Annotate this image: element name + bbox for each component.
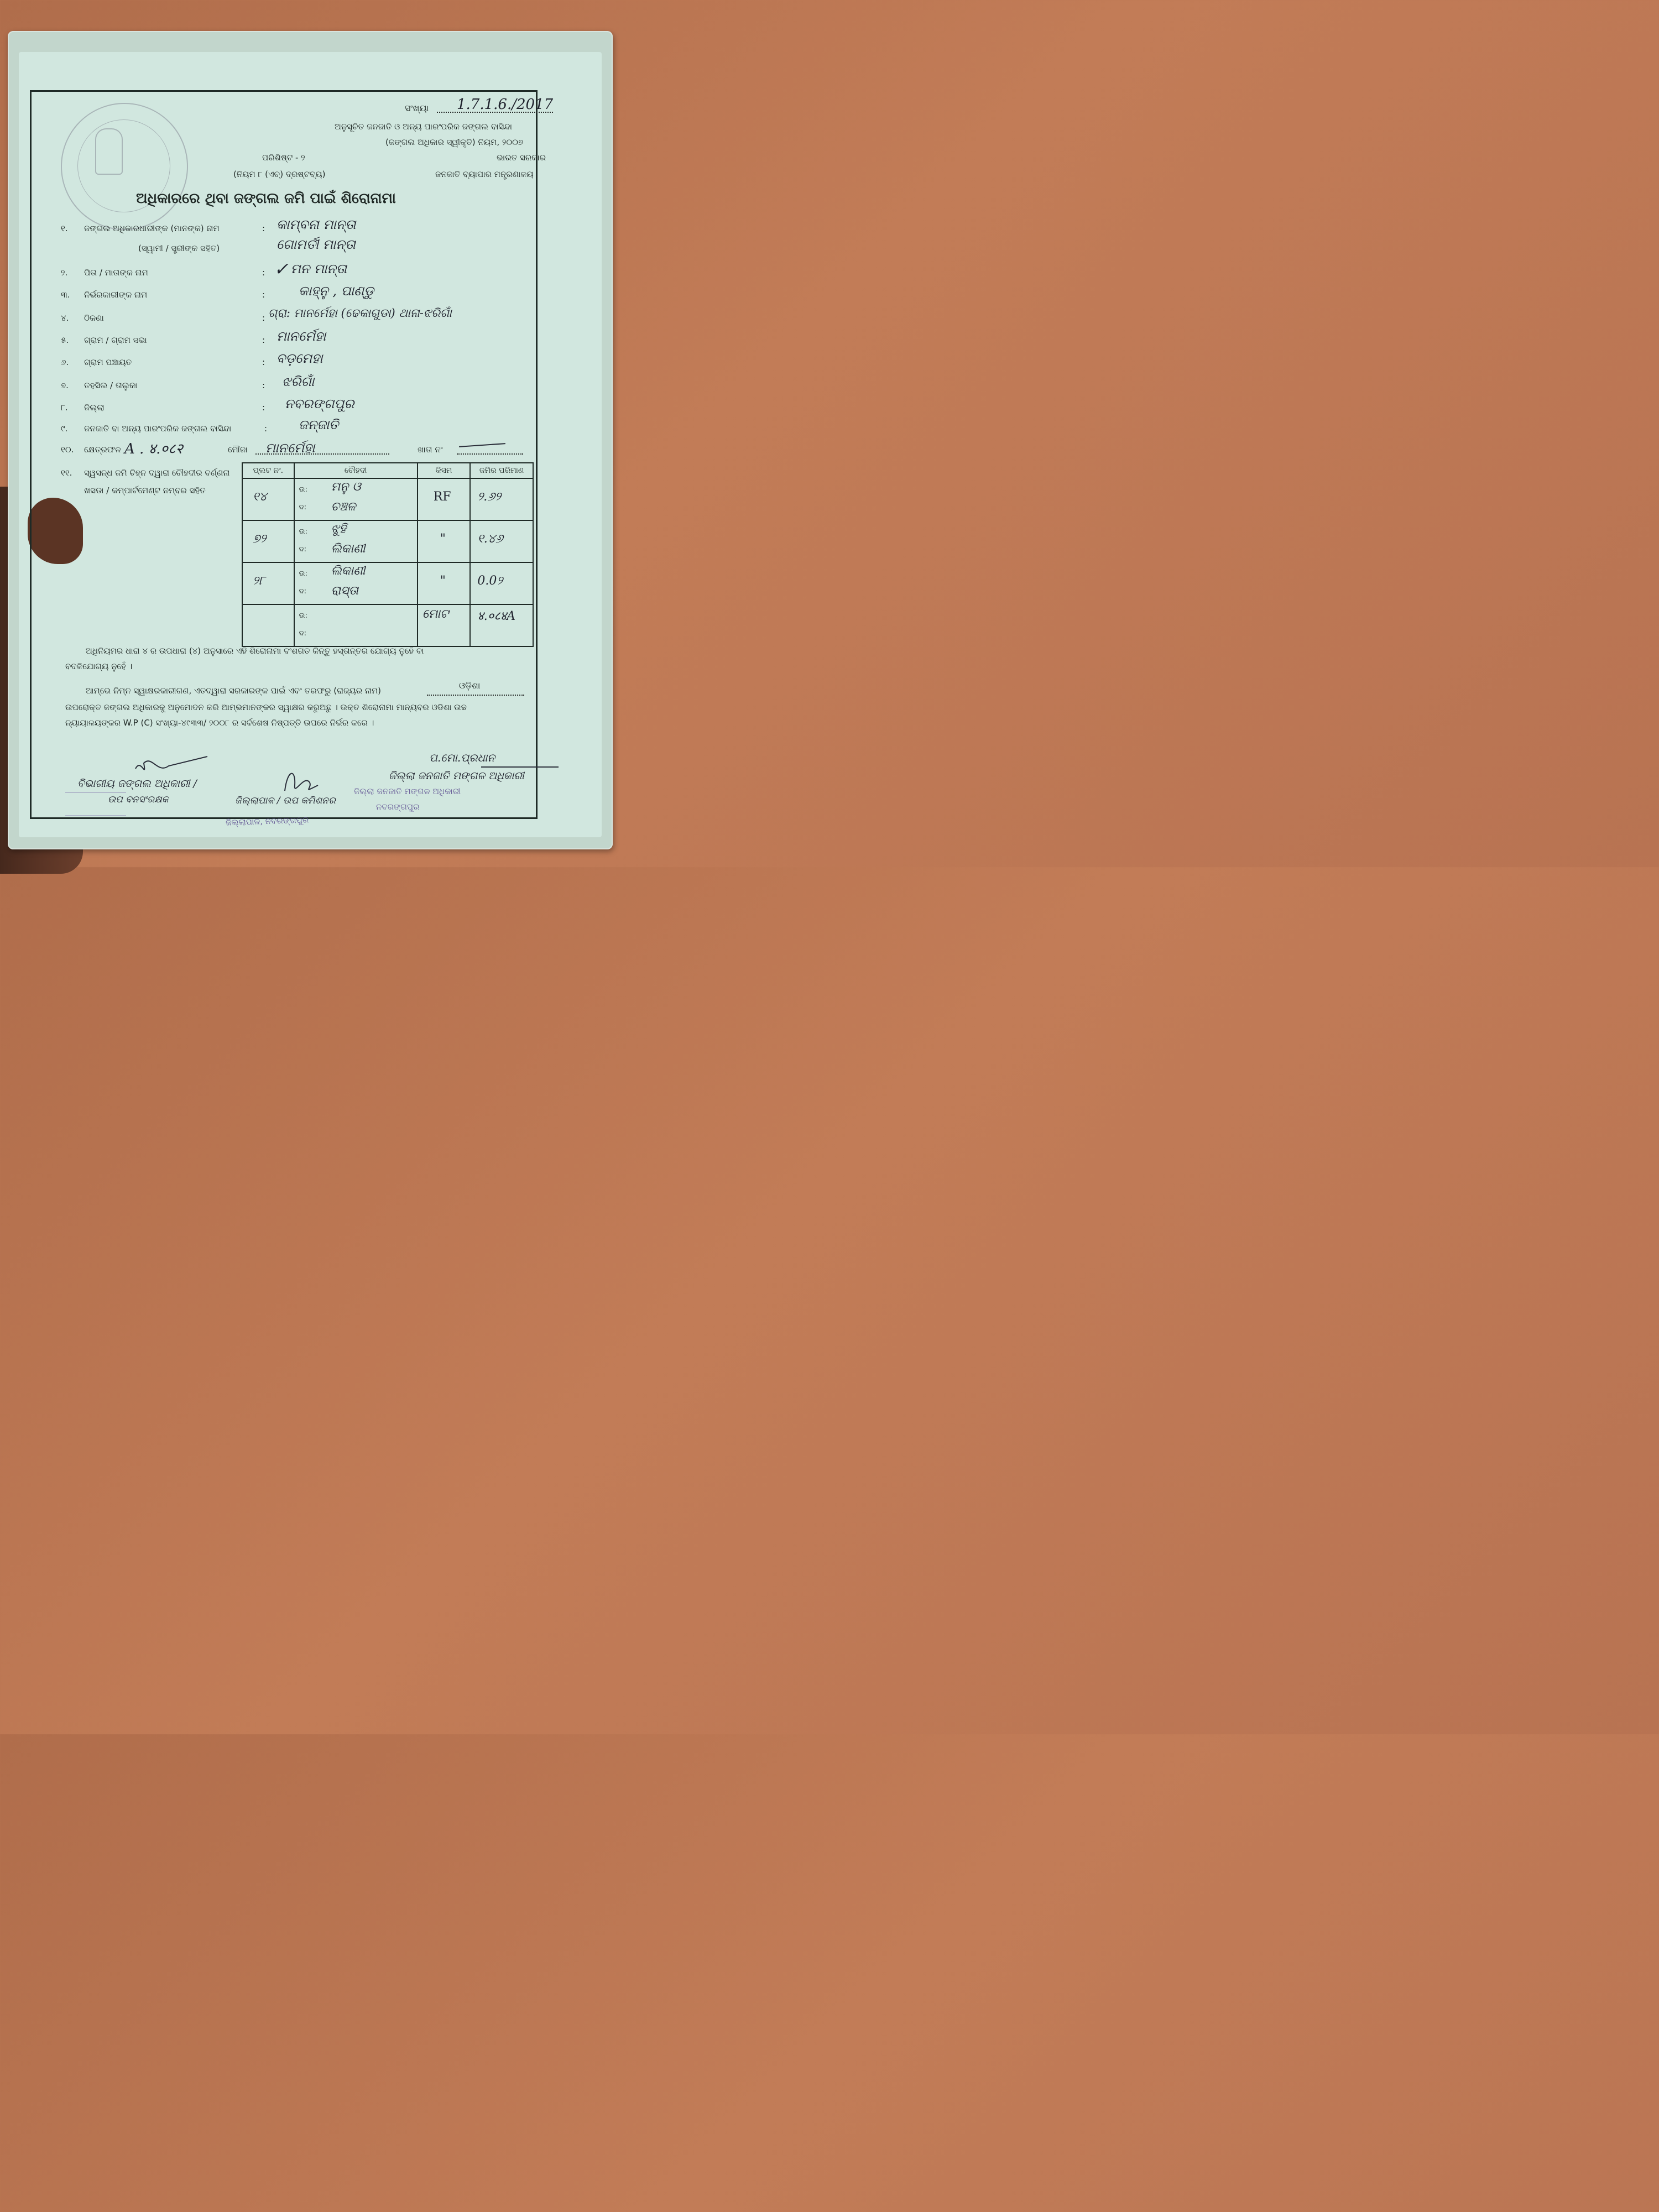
field-number: ୯. (61, 424, 68, 434)
field-number: ୨. (61, 268, 68, 278)
dfo-subtitle: ଉପ ବନସଂରକ୍ଷକ (108, 794, 169, 805)
field-value: ମାନର୍ମେହା (276, 328, 326, 344)
north-label: ଉ: (299, 612, 307, 620)
field-label: ଗ୍ରାମ / ଗ୍ରାମ ସଭା (84, 335, 147, 345)
dwo-stamp-line1: ଜିଲ୍ଲା ଜନଜାତି ମଙ୍ଗଳ ଅଧିକାରୀ (354, 786, 461, 796)
act-line-1: ଅନୁସୂଚିତ ଜନଜାତି ଓ ଅନ୍ୟ ପାରଂପରିକ ଜଙ୍ଗଲ ବାସିନ୍ଦା (335, 122, 513, 132)
field-colon: : (262, 380, 265, 390)
act-line-2: (ଜଙ୍ଗଲ ଅଧିକାର ସ୍ୱୀକୃତି) ନିୟମ, ୨୦୦୭ (385, 137, 524, 147)
table-row (242, 562, 533, 604)
number-label: ସଂଖ୍ୟା (405, 103, 429, 113)
field-label: ନିର୍ଭରକାରୀଙ୍କ ନାମ (84, 290, 148, 300)
north-boundary: ଝୁହି (331, 522, 347, 536)
dwo-stamp-line2: ନବରଙ୍ଗପୁର (376, 802, 420, 812)
area-num: ୧୦. (61, 445, 74, 455)
sec11-line1: ସ୍ୱସନ୍ଧ ଜମି ଚିହ୍ନ ଦ୍ୱାରା ଚୌହଦୀର ବର୍ଣ୍ଣନା (84, 468, 230, 478)
field-label: ଜିଲ୍ଲା (84, 403, 105, 413)
state-name: ଓଡ଼ିଶା (459, 680, 481, 691)
field-number: ୩. (61, 290, 70, 300)
plot-cell (242, 478, 294, 520)
dfo-title: ବିଭାଗୀୟ ଜଙ୍ଗଲ ଅଧିକାରୀ / (77, 778, 197, 790)
field-value: ନବରଙ୍ଗପୁର (285, 396, 354, 411)
official-seal (61, 103, 188, 230)
area-value: 0.0୨ (477, 574, 503, 588)
field-colon: : (264, 424, 268, 434)
area-value: ୨.୬୨ (477, 490, 502, 504)
field-colon: : (262, 290, 265, 300)
north-boundary: ମନୁ ଓ (331, 480, 361, 494)
field-label: ତହସିଲ / ତାଲୁକା (84, 380, 138, 390)
para2-line1: ଆମ୍ଭେ ନିମ୍ନ ସ୍ୱାକ୍ଷରକାରୀଗଣ, ଏତଦ୍ୱାରା ସରକାରଙ୍କ ପାଇଁ ଏବଂ ତରଫରୁ (ରାଜ୍ୟର ନାମ) (86, 686, 382, 696)
number-value: 1.7.1.6./2017 (457, 96, 554, 113)
annex-label: ପରିଶିଷ୍ଟ - ୨ (262, 153, 305, 163)
table-row (242, 478, 533, 520)
boundary-table (242, 462, 534, 647)
kisam-cell (418, 520, 471, 562)
north-label: ଉ: (299, 528, 307, 536)
field-number: ୪. (61, 313, 69, 323)
para1-line2: ବଦଳିଯୋଗ୍ୟ ନୁହେଁ । (65, 661, 133, 671)
field-label: (ସ୍ୱାମୀ / ସ୍ତ୍ରୀଙ୍କ ସହିତ) (138, 243, 220, 253)
area-value: ୧.୪୬ (477, 532, 503, 546)
kisam-value: RF (433, 490, 451, 504)
south-label: ଦ: (299, 587, 306, 596)
boundary-cell (294, 604, 418, 646)
area-cell (470, 562, 533, 604)
south-boundary: ଚଞ୍ଚଳ (331, 500, 356, 514)
field-colon: : (262, 268, 265, 278)
govt-label: ଭାରତ ସରକାର (497, 153, 546, 163)
col-kisam-header: କିସମ (418, 463, 471, 478)
field-number: ୧. (61, 223, 68, 233)
north-label: ଉ: (299, 486, 307, 494)
field-label: ଜନଜାତି ବା ଅନ୍ୟ ପାରଂପରିକ ଜଙ୍ଗଲ ବାସିନ୍ଦା (84, 424, 232, 434)
plot-number: ୧୪ (253, 490, 267, 504)
mouza-label: ମୌଜା (228, 445, 248, 455)
col-plot-header: ପ୍ଲଟ ନଂ. (242, 463, 294, 478)
state-dots (427, 695, 524, 696)
field-value: ଝରିଗାଁ (282, 374, 315, 389)
area-label: କ୍ଷେତ୍ରଫଳ (84, 445, 121, 455)
col-boundary-header: ଚୌହଦୀ (294, 463, 418, 478)
para1-line1: ଅଧିନିୟମର ଧାରା ୪ ର ଉପଧାରା (୪) ଅନୁସାରେ ଏହି ଶିରୋନାମା ବଂଶଗତ କିନ୍ତୁ ହସ୍ତାନ୍ତର ଯୋଗ୍ୟ ନୁହେଁ ବା (86, 646, 424, 656)
north-label: ଉ: (299, 570, 307, 578)
sec11-num: ୧୧. (61, 468, 72, 478)
south-boundary: ରାସ୍ତା (331, 584, 358, 598)
field-number: ୫. (61, 335, 69, 345)
plot-cell (242, 604, 294, 646)
plot-cell (242, 562, 294, 604)
field-value: କାମ୍ବନା ମାନ୍ତା (276, 217, 356, 232)
field-label: ଗ୍ରାମ ପଞ୍ଚାୟତ (84, 357, 132, 367)
field-number: ୭. (61, 380, 69, 390)
boundary-cell (294, 562, 418, 604)
field-colon: : (262, 403, 265, 413)
area-value: A . ४.०८२ (124, 441, 183, 457)
south-boundary: ଲିକାଣୀ (331, 542, 366, 556)
dwo-underline (481, 766, 559, 768)
area-value: ४.०८४A (477, 609, 515, 623)
kisam-value: " (440, 574, 446, 588)
area-cell (470, 478, 533, 520)
south-label: ଦ: (299, 503, 306, 512)
boundary-cell (294, 478, 418, 520)
emblem-icon (95, 128, 123, 175)
mouza-value: ମାନର୍ମେହା (265, 440, 315, 456)
field-number: ୮. (61, 403, 68, 413)
field-colon: : (262, 223, 265, 233)
plot-cell (242, 520, 294, 562)
kisam-value: " (440, 532, 446, 546)
dwo-handwritten-name: ପ.ମୋ.ପ୍ରଧାନ (429, 751, 495, 764)
south-label: ଦ: (299, 545, 306, 554)
field-value: ଜନ୍ଜାତି (299, 417, 339, 432)
khata-label: ଖାତା ନଂ (418, 445, 443, 455)
rule-label: (ନିୟମ ୮ (ଏଚ୍) ଦ୍ରଷ୍ଟବ୍ୟ) (233, 169, 326, 179)
field-number: ୬. (61, 357, 69, 367)
field-value: କାହ୍ନୁ , ପାଣ୍ଡୁ (299, 283, 374, 299)
dwo-title: ଜିଲ୍ଲା ଜନଜାତି ମଙ୍ଗଳ ଅଧିକାରୀ (389, 770, 524, 782)
table-row (242, 604, 533, 646)
para2-line2: ଉପରୋକ୍ତ ଜଙ୍ଗଲ ଅଧିକାରକୁ ଅନୁମୋଦନ କରି ଆମ୍ଭମାନଙ୍କର ସ୍ୱାକ୍ଷର କରୁଅଛୁ । ଉକ୍ତ ଶିରୋନାମା ମାନ୍ୟବର ଓଡିଶା ଉଚ୍ଚ (65, 702, 467, 712)
plot-number: ୨୮ (253, 574, 265, 588)
boundary-cell (294, 520, 418, 562)
collector-stamp: ଜିଲ୍ଲାପାଳ, ନବରଙ୍ଗପୁର (225, 815, 309, 828)
field-value: ଗ୍ରା: ମାନର୍ମେହା (ଢେକାଗୁଡା) ଥାନା-ଝରିଗାଁ (268, 306, 452, 320)
area-cell (470, 520, 533, 562)
field-colon: : (262, 313, 265, 323)
field-value: ✓ ମନ ମାନ୍ତା (276, 261, 347, 276)
kisam-cell (418, 604, 471, 646)
kisam-value: ମୋଟ (422, 607, 449, 621)
field-label: ପିତା / ମାତାଙ୍କ ନାମ (84, 268, 148, 278)
field-colon: : (262, 335, 265, 345)
field-value: ଗୋମର୍ତୀ ମାନ୍ତା (276, 237, 356, 252)
kisam-cell (418, 562, 471, 604)
collector-title: ଜିଲ୍ଲାପାଳ / ଉପ କମିଶନର (235, 795, 336, 806)
para2-line3: ନ୍ୟାୟାଳୟଙ୍କର W.P (C) ସଂଖ୍ୟା-୪୯୩୩/ ୨୦୦୮ ର ସର୍ବଶେଷ ନିଷ୍ପତ୍ତି ଉପରେ ନିର୍ଭର କରେ । (65, 718, 374, 728)
plot-number: ୭୨ (253, 532, 267, 546)
field-label: ଠିକଣା (84, 313, 104, 323)
table-body (242, 478, 533, 646)
ministry-label: ଜନଜାତି ବ୍ୟାପାର ମନ୍ତ୍ରଣାଳୟ (435, 169, 534, 179)
field-value: ବଡ଼ମେହା (276, 351, 323, 366)
south-label: ଦ: (299, 629, 306, 638)
khata-dots (457, 453, 523, 455)
north-boundary: ଲିକାଣୀ (331, 564, 366, 578)
field-colon: : (262, 357, 265, 367)
dfo-stamp-faded (65, 792, 126, 816)
page-title: ଅଧିକାରରେ ଥିବା ଜଙ୍ଗଲ ଜମି ପାଇଁ ଶିରୋନାମା (136, 190, 396, 207)
table-row (242, 520, 533, 562)
sec11-line2: ଖସଡା / କମ୍ପାର୍ଟମେଣ୍ଟ ନମ୍ବର ସହିତ (84, 486, 206, 495)
area-cell (470, 604, 533, 646)
kisam-cell (418, 478, 471, 520)
field-label: ଜଙ୍ଗଲ ଅଧିକାରଧାରୀଙ୍କ (ମାନଙ୍କ) ନାମ (84, 223, 220, 233)
col-area-header: ଜମିର ପରିମାଣ (470, 463, 533, 478)
